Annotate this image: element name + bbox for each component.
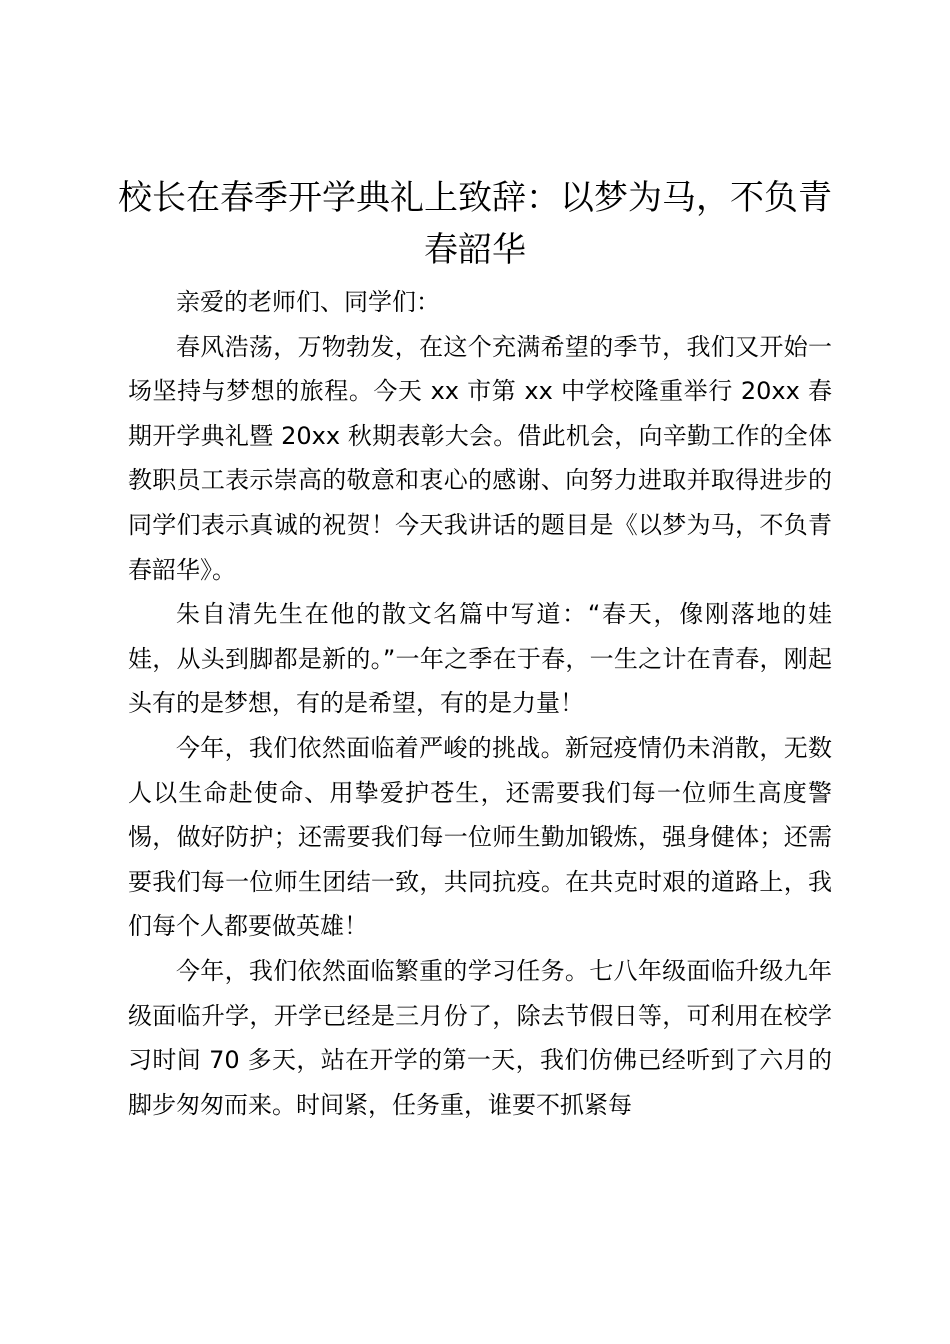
study-paragraph: 今年，我们依然面临繁重的学习任务。七八年级面临升级九年级面临升学，开学已经是三月份了，除去节假日等，可利用在校学习时间 70 多天，站在开学的第一天，我们仿佛已经听到了六月的脚步匆匆而来。时间紧，任务重，谁要不抓紧每 <box>128 956 832 1119</box>
document-title: 校长在春季开学典礼上致辞：以梦为马，不负青春韶华 <box>118 178 832 270</box>
quote-paragraph: 朱自清先生在他的散文名篇中写道：“春天，像刚落地的娃娃，从头到脚都是新的。”一年之季在于春，一生之计在青春，刚起头有的是梦想，有的是希望，有的是力量！ <box>128 600 832 718</box>
document-body <box>128 280 832 1127</box>
salutation-paragraph: 亲爱的老师们、同学们： <box>176 288 440 316</box>
challenge-paragraph: 今年，我们依然面临着严峻的挑战。新冠疫情仍未消散，无数人以生命赴使命、用挚爱护苍生，还需要我们每一位师生高度警惕，做好防护；还需要我们每一位师生勤加锻炼，强身健体；还需要我们每一位师生团结一致，共同抗疫。在共克时艰的道路上，我们每个人都要做英雄！ <box>128 733 832 941</box>
opening-paragraph: 春风浩荡，万物勃发，在这个充满希望的季节，我们又开始一场坚持与梦想的旅程。今天 xx 市第 xx 中学校隆重举行 20xx 春期开学典礼暨 20xx 秋期表彰大会。借此机会，向辛勤工作的全体教职员工表示崇高的敬意和衷心的感谢、向努力进取并取得进步的同学们表示真诚的祝贺！今天我讲话的题目是《以梦为马，不负青春韶华》。 <box>128 332 832 584</box>
